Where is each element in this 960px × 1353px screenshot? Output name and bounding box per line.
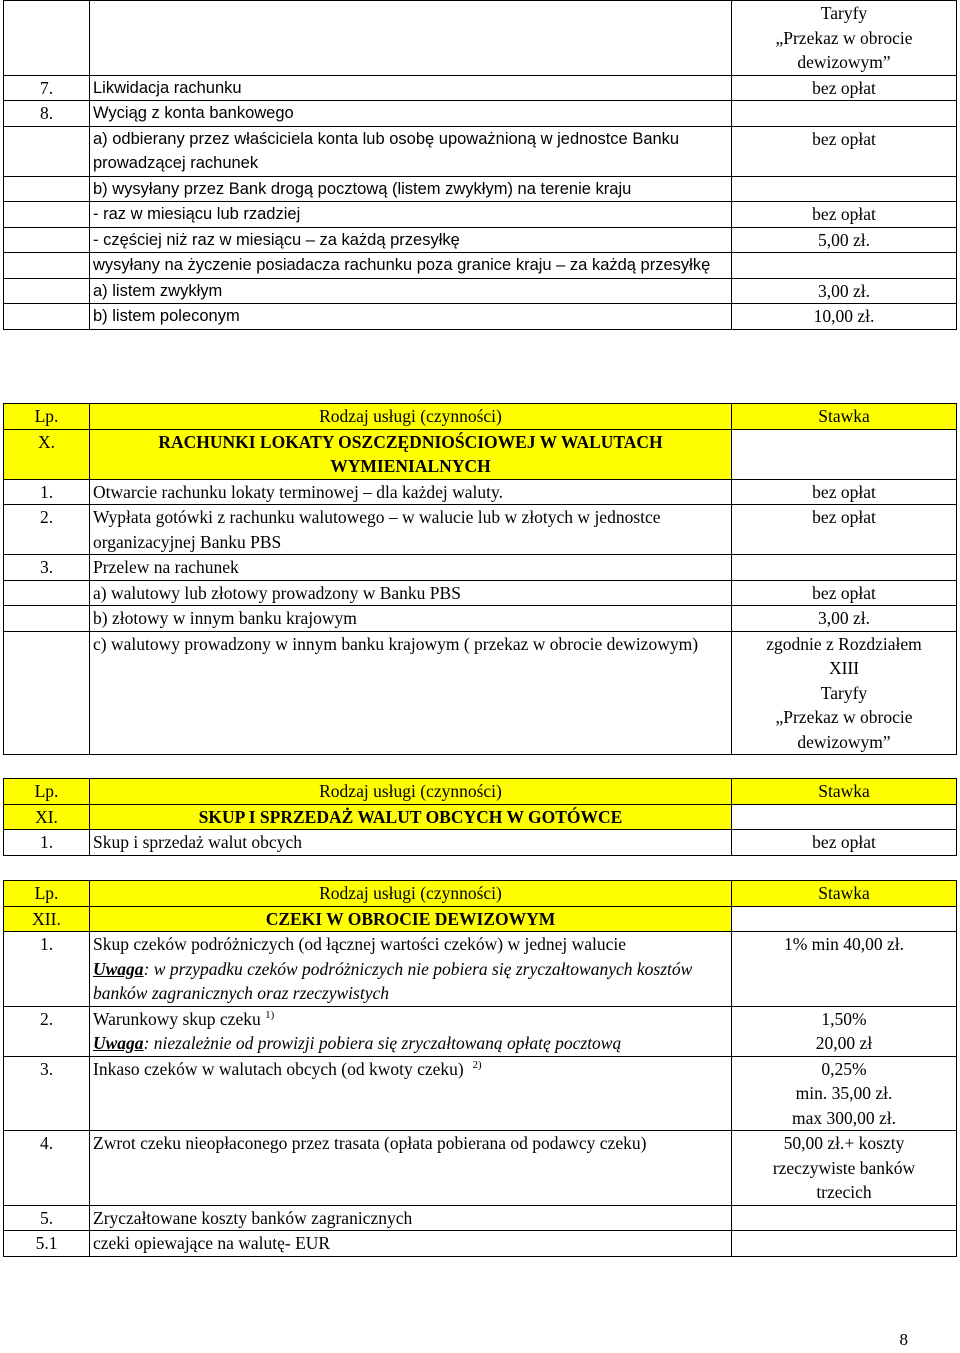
table-row: 5.1 czeki opiewające na walutę- EUR	[4, 1231, 957, 1257]
table-row: 1. Skup i sprzedaż walut obcych bez opłat	[4, 830, 957, 856]
table-row: 5. Zryczałtowane koszty banków zagranicznych	[4, 1205, 957, 1231]
page-number: 8	[899, 1330, 908, 1349]
section-header: XII. CZEKI W OBROCIE DEWIZOWYM	[4, 906, 957, 932]
table-row	[4, 1, 957, 76]
table-row: 2. Wypłata gotówki z rachunku walutowego – w walucie lub w złotych w jednostce organizacyjnej Banku PBS bez opłat	[4, 505, 957, 555]
table-row: 1. Skup czeków podróżniczych (od łącznej wartości czeków) w jednej walucie Uwaga: w przypadku czeków podróżniczych nie pobiera się zryczałtowanych kosztów banków zagranicznych oraz rzeczywistych 1% min 40,00 zł.	[4, 932, 957, 1007]
table-row: b) wysyłany przez Bank drogą pocztową (listem zwykłym) na terenie kraju	[4, 176, 957, 202]
table-row: a) odbierany przez właściciela konta lub osobę upoważnioną w jednostce Banku prowadzącej rachunek bez opłat	[4, 126, 957, 176]
rate-cell: zgodnie z Rozdziałem XIII Taryfy „Przekaz w obrocie dewizowym”	[732, 631, 957, 755]
table-row: 2. Warunkowy skup czeku $^{1)}$ Uwaga: niezależnie od prowizji pobiera się zryczałtowaną opłatę pocztową 1,50% 20,00 zł	[4, 1006, 957, 1056]
table-currency-exchange	[3, 778, 957, 856]
table-row: a) listem zwykłym 3,00 zł.	[4, 278, 957, 304]
table-row: 7. Likwidacja rachunku bez opłat	[4, 75, 957, 101]
table-account-statement	[3, 0, 957, 330]
table-row: b) złotowy w innym banku krajowym 3,00 zł.	[4, 606, 957, 632]
table-row: - raz w miesiącu lub rzadziej bez opłat	[4, 202, 957, 228]
table-row: 3. Przelew na rachunek	[4, 555, 957, 581]
table-row: 1. Otwarcie rachunku lokaty terminowej – dla każdej waluty. bez opłat	[4, 479, 957, 505]
table-row: wysyłany na życzenie posiadacza rachunku poza granice kraju – za każdą przesyłkę	[4, 253, 957, 279]
rate-cell: 0,25% min. 35,00 zł. max 300,00 zł.	[732, 1056, 957, 1131]
table-header: Lp. Rodzaj usługi (czynności) Stawka	[4, 881, 957, 907]
table-row: 3. Inkaso czeków w walutach obcych (od kwoty czeku) $^{2)}$ 0,25% min. 35,00 zł. max 300,00 zł.	[4, 1056, 957, 1131]
section-header: X. RACHUNKI LOKATY OSZCZĘDNIOŚCIOWEJ W WALUTACH WYMIENIALNYCH	[4, 429, 957, 479]
table-row: c) walutowy prowadzony w innym banku krajowym ( przekaz w obrocie dewizowym) zgodnie z Rozdziałem XIII Taryfy „Przekaz w obrocie dewizowym”	[4, 631, 957, 755]
rate-cell: 50,00 zł.+ koszty rzeczywiste banków trzecich	[732, 1131, 957, 1206]
table-cheques	[3, 880, 957, 1257]
table-row: 4. Zwrot czeku nieopłaconego przez trasata (opłata pobierana od podawcy czeku) 50,00 zł.+ koszty rzeczywiste banków trzecich	[4, 1131, 957, 1206]
table-row: b) listem poleconym 10,00 zł.	[4, 304, 957, 330]
section-header: XI. SKUP I SPRZEDAŻ WALUT OBCYCH W GOTÓWCE	[4, 804, 957, 830]
table-savings-accounts	[3, 403, 957, 755]
rate-cell: Taryfy „Przekaz w obrocie dewizowym”	[732, 1, 957, 76]
table-row: 8. Wyciąg z konta bankowego	[4, 101, 957, 127]
rate-cell: 1,50% 20,00 zł	[732, 1006, 957, 1056]
table-header: Lp. Rodzaj usługi (czynności) Stawka	[4, 404, 957, 430]
table-header: Lp. Rodzaj usługi (czynności) Stawka	[4, 779, 957, 805]
table-row: - częściej niż raz w miesiącu – za każdą przesyłkę 5,00 zł.	[4, 227, 957, 253]
table-row: a) walutowy lub złotowy prowadzony w Banku PBS bez opłat	[4, 580, 957, 606]
